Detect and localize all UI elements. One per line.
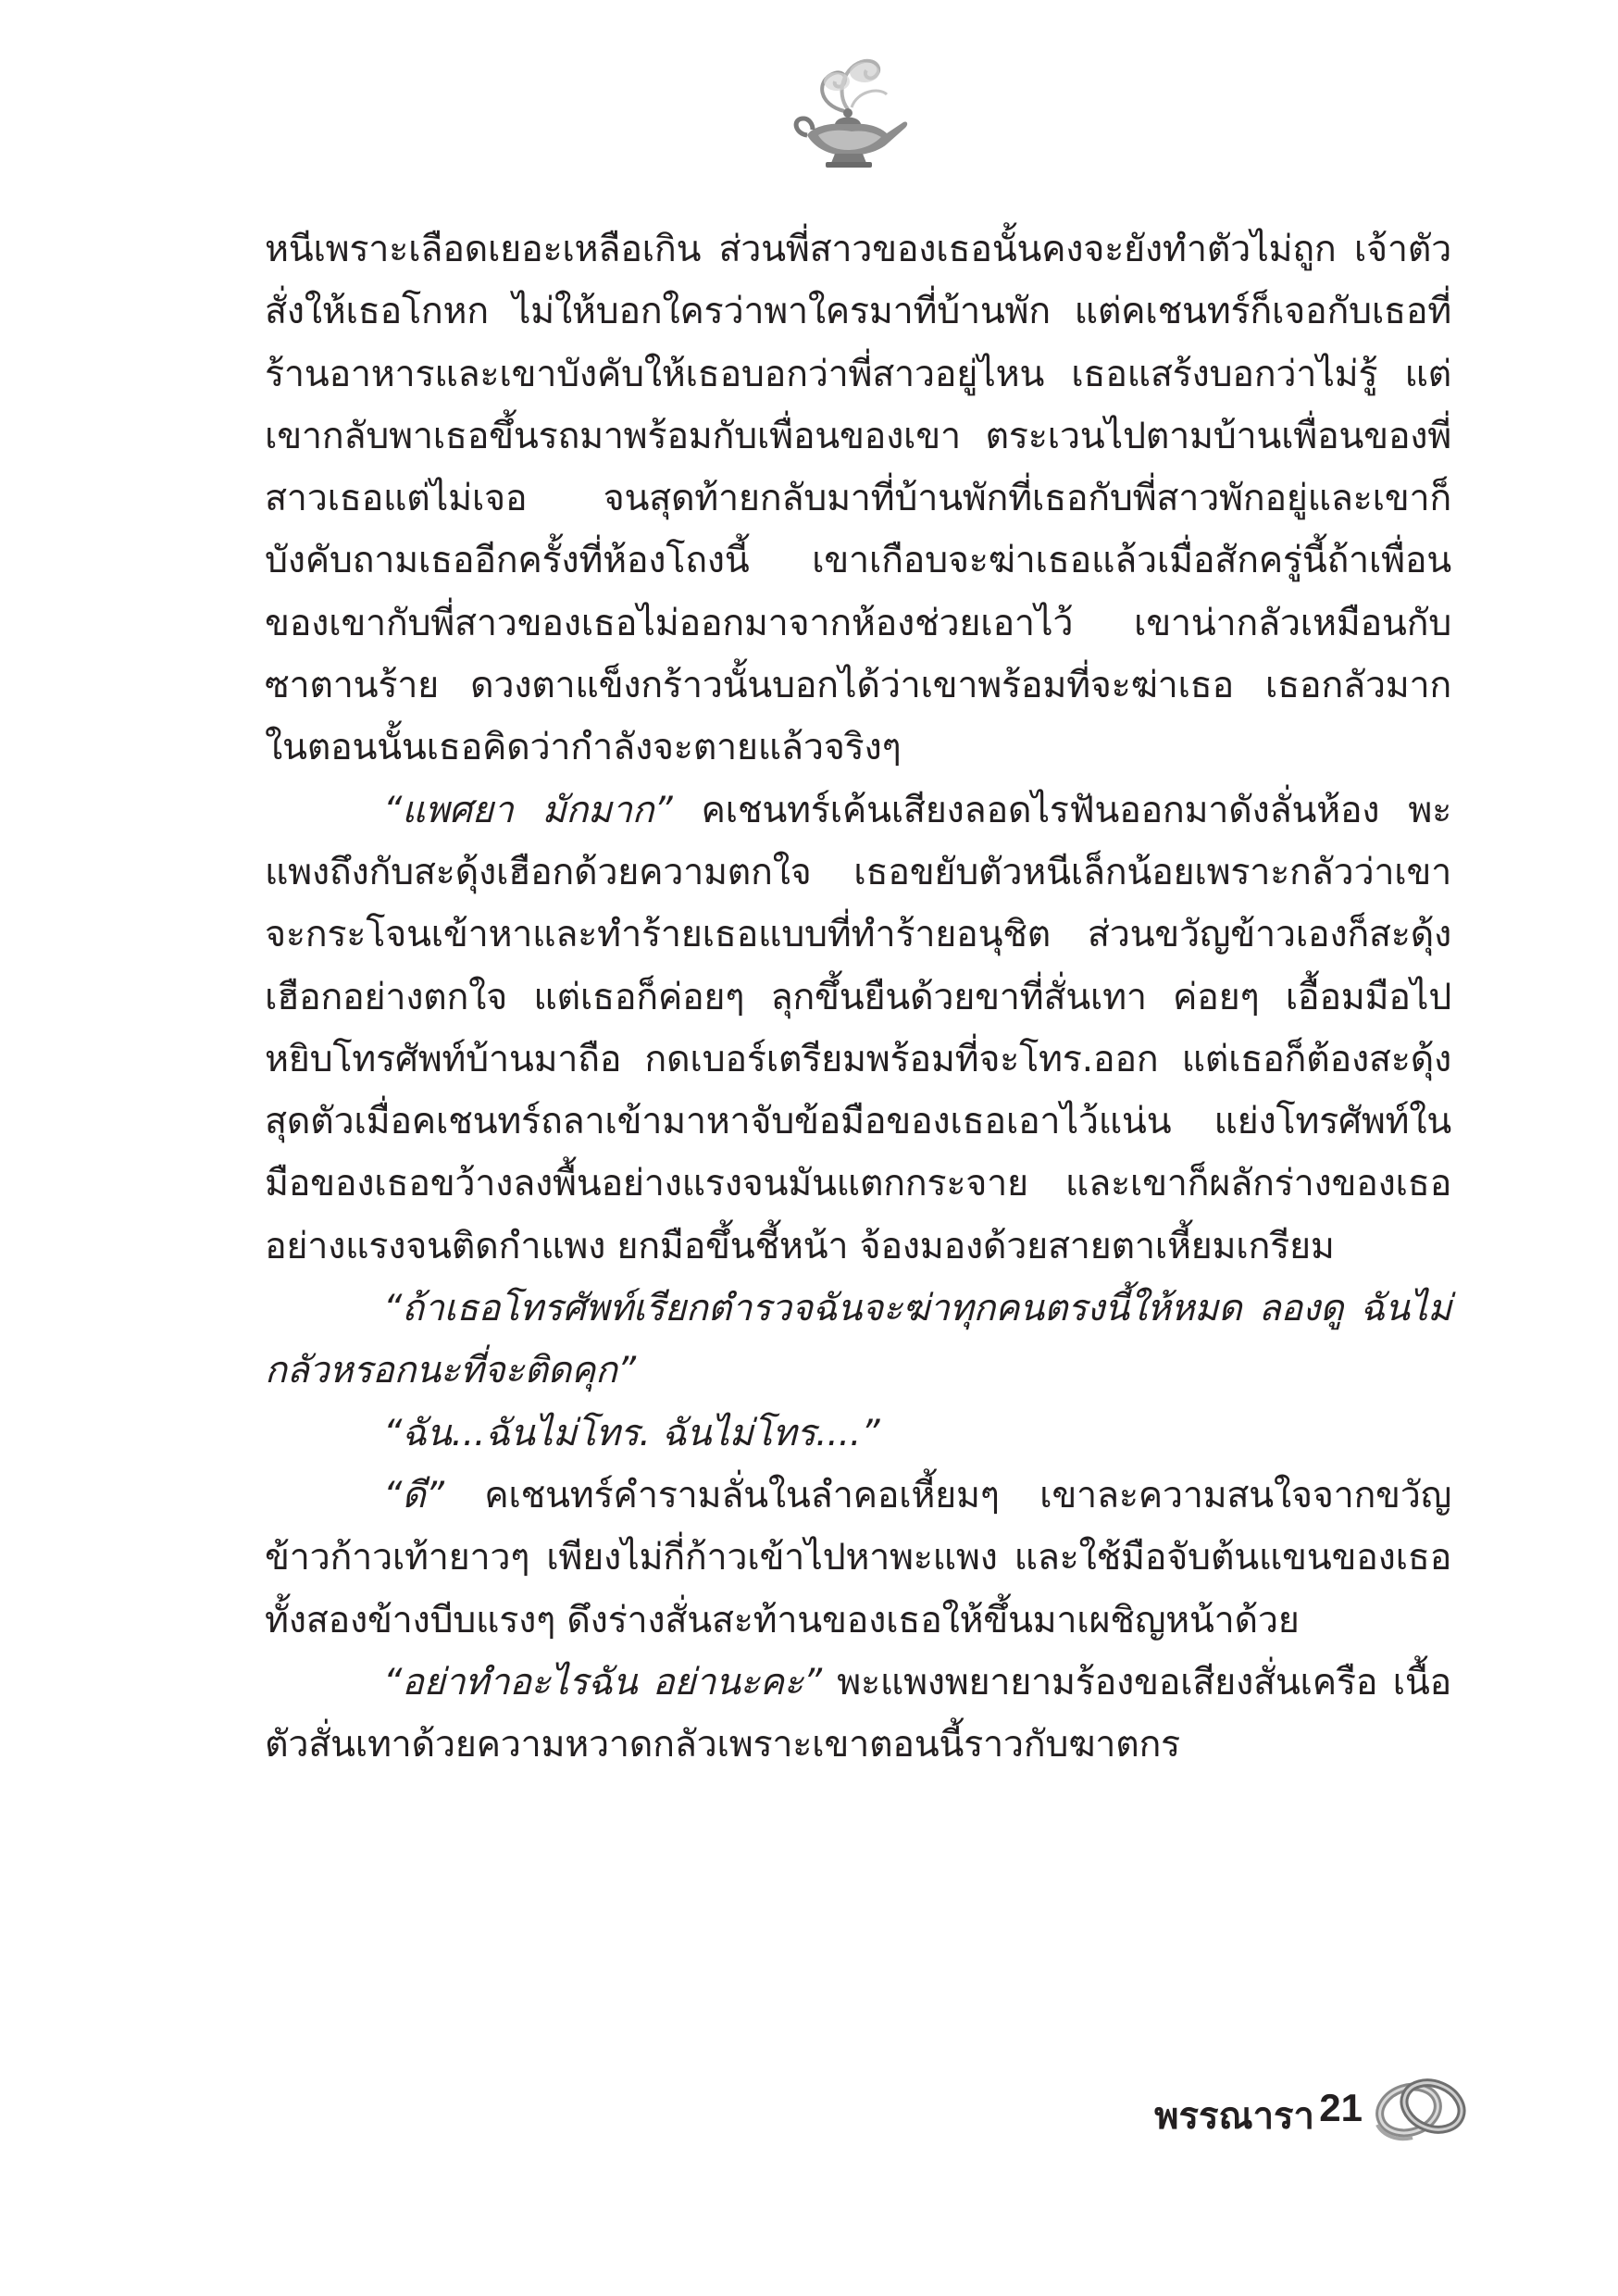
paragraph-1 bbox=[265, 218, 1451, 780]
paragraph-4 bbox=[265, 1403, 1451, 1465]
dialogue-quote: “ถ้าเธอโทรศัพท์เรียกตำรวจฉันจะฆ่าทุกคนตรงนี้ให้หมด ลองดู ฉันไม่กลัวหรอกนะที่จะติดคุก” bbox=[265, 1287, 1451, 1392]
genie-lamp-icon bbox=[790, 54, 911, 169]
dialogue-quote: “ฉัน...ฉันไม่โทร. ฉันไม่โทร....” bbox=[383, 1411, 880, 1454]
wedding-rings-icon bbox=[1370, 2069, 1472, 2145]
paragraph-6 bbox=[265, 1652, 1451, 1777]
paragraph-text: หนีเพราะเลือดเยอะเหลือเกิน ส่วนพี่สาวของเธอนั้นคงจะยังทำตัวไม่ถูก เจ้าตัวสั่งให้เธอโกหก ไม่ให้บอกใครว่าพาใครมาที่บ้านพัก แต่คเชนทร์ก็เจอกับเธอที่ร้านอาหารและเขาบังคับให้เธอบอกว่าพี่สาวอยู่ไหน เธอแสร้งบอกว่าไม่รู้ แต่เขากลับพาเธอขึ้นรถมาพร้อมกับเพื่อนของเขา ตระเวนไปตามบ้านเพื่อนของพี่สาวเธอแต่ไม่เจอ จนสุดท้ายกลับมาที่บ้านพักที่เธอกับพี่สาวพักอยู่และเขาก็บังคับถามเธออีกครั้งที่ห้องโถงนี้ เขาเกือบจะฆ่าเธอแล้วเมื่อสักครู่นี้ถ้าเพื่อนของเขากับพี่สาวของเธอไม่ออกมาจากห้องช่วยเอาไว้ เขาน่ากลัวเหมือนกับซาตานร้าย ดวงตาแข็งกร้าวนั้นบอกได้ว่าเขาพร้อมที่จะฆ่าเธอ เธอกลัวมาก ในตอนนั้นเธอคิดว่ากำลังจะตายแล้วจริงๆ bbox=[265, 228, 1451, 769]
dialogue-quote: “แพศยา มักมาก” bbox=[383, 788, 673, 831]
page-footer bbox=[1046, 2069, 1472, 2152]
body-text bbox=[265, 218, 1451, 1776]
paragraph-text: คเชนทร์เค้นเสียงลอดไรฟันออกมาดังลั่นห้อง พะแพงถึงกับสะดุ้งเฮือกด้วยความตกใจ เธอขยับตัวหนีเล็กน้อยเพราะกลัวว่าเขาจะกระโจนเข้าหาและทำร้ายเธอแบบที่ทำร้ายอนุชิต ส่วนขวัญข้าวเองก็สะดุ้งเฮือกอย่างตกใจ แต่เธอก็ค่อยๆ ลุกขึ้นยืนด้วยขาที่สั่นเทา ค่อยๆ เอื้อมมือไปหยิบโทรศัพท์บ้านมาถือ กดเบอร์เตรียมพร้อมที่จะโทร.ออก แต่เธอก็ต้องสะดุ้งสุดตัวเมื่อคเชนทร์ถลาเข้ามาหาจับข้อมือของเธอเอาไว้แน่น แย่งโทรศัพท์ในมือของเธอขว้างลงพื้นอย่างแรงจนมันแตกกระจาย และเขาก็ผลักร่างของเธออย่างแรงจนติดกำแพง ยกมือขึ้นชี้หน้า จ้องมองด้วยสายตาเหี้ยมเกรียม bbox=[265, 788, 1451, 1267]
paragraph-text: คเชนทร์คำรามลั่นในลำคอเหี้ยมๆ เขาละความสนใจจากขวัญข้าวก้าวเท้ายาวๆ เพียงไม่กี่ก้าวเข้าไปหาพะแพง และใช้มือจับต้นแขนของเธอทั้งสองข้างบีบแรงๆ ดึงร่างสั่นสะท้านของเธอให้ขึ้นมาเผชิญหน้าด้วย bbox=[265, 1473, 1451, 1641]
paragraph-2 bbox=[265, 780, 1451, 1278]
dialogue-quote: “อย่าทำอะไรฉัน อย่านะคะ” bbox=[383, 1660, 822, 1703]
book-title: พรรณารา bbox=[1154, 2095, 1314, 2138]
dialogue-quote: “ดี” bbox=[383, 1473, 444, 1516]
paragraph-text: พะแพงพยายามร้องขอเสียงสั่นเครือ เนื้อตัวสั่นเทาด้วยความหวาดกลัวเพราะเขาตอนนี้ราวกับฆาตกร bbox=[265, 1660, 1451, 1766]
paragraph-5 bbox=[265, 1465, 1451, 1652]
page-number: 21 bbox=[1319, 2086, 1363, 2129]
paragraph-3 bbox=[265, 1278, 1451, 1403]
